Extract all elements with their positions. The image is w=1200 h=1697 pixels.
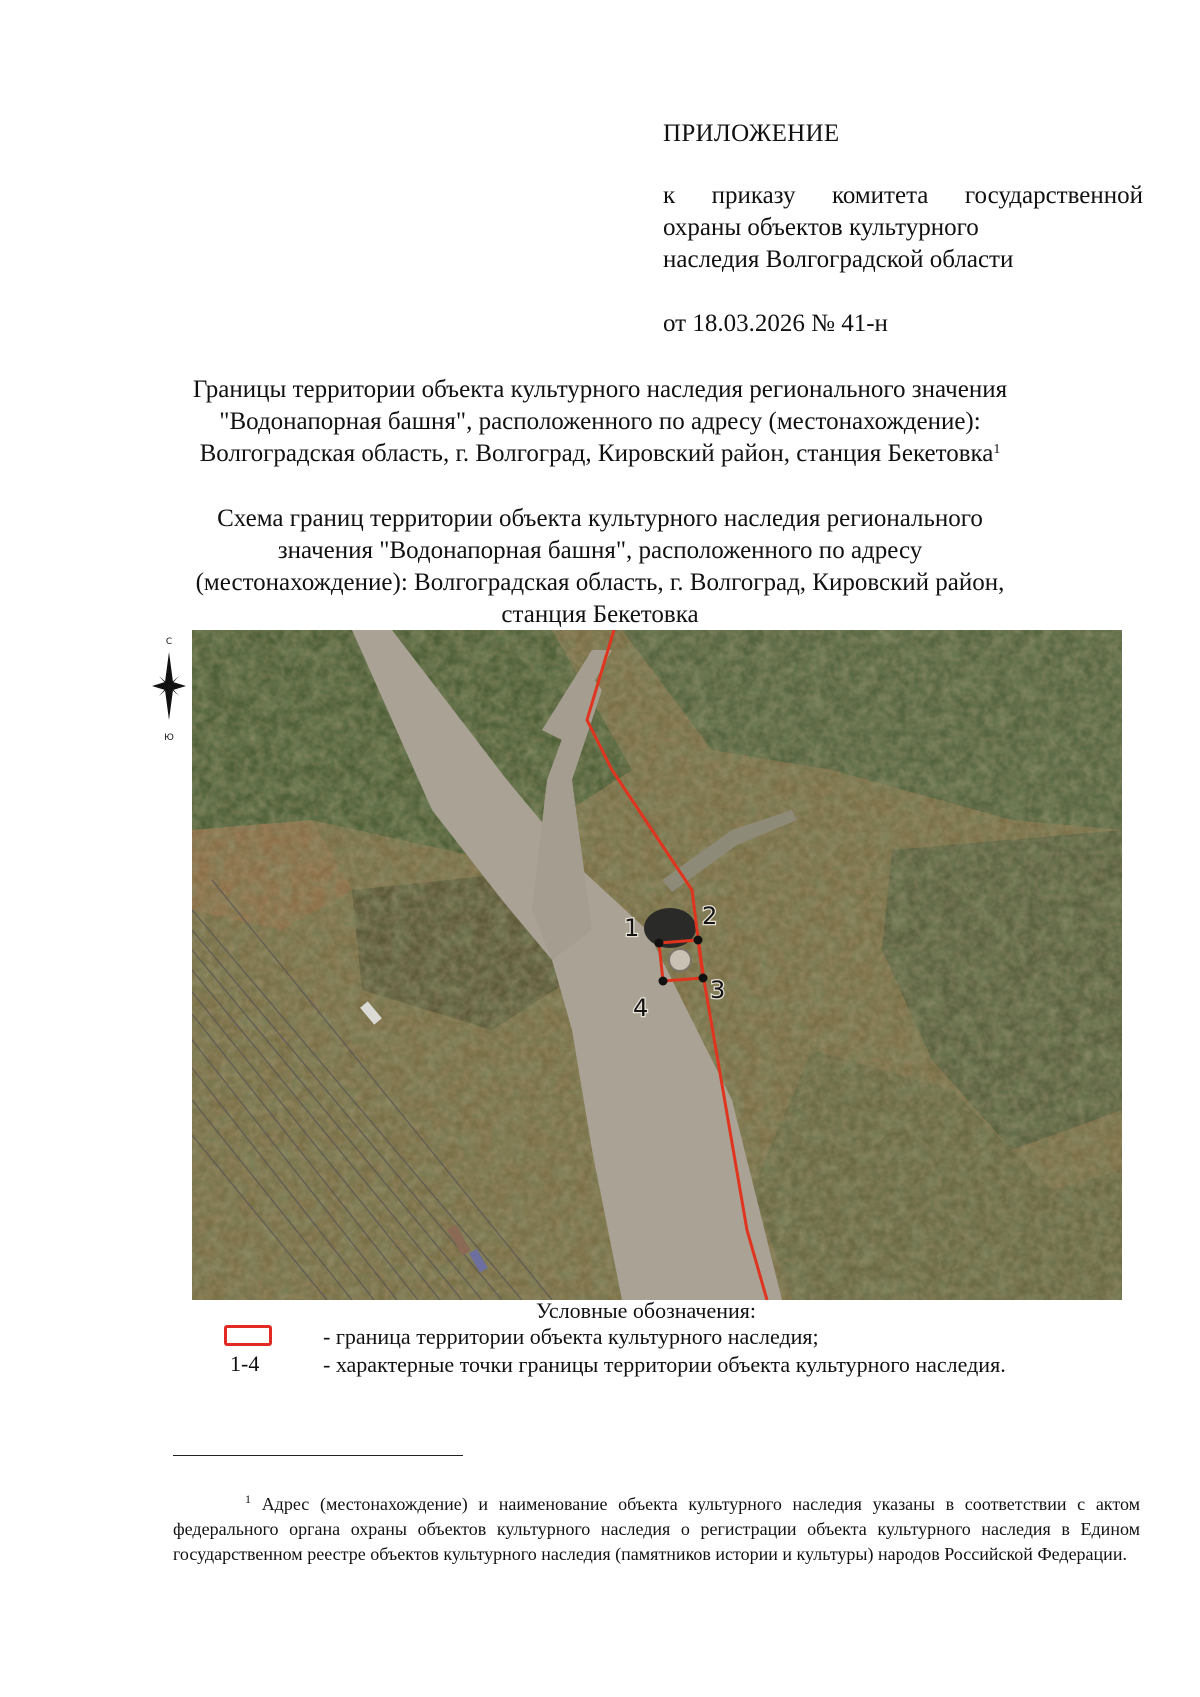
scheme-title (120, 503, 1080, 631)
point-label-3: 3 (710, 976, 726, 1004)
legend-heading: Условные обозначения: (536, 1298, 757, 1323)
title-line-1: Границы территории объекта культурного наследия регионального значения (192, 376, 1008, 403)
scheme-title-line-4: станция Бекетовка (501, 601, 699, 628)
appendix-line-1: к приказу комитета государственной (663, 182, 1143, 209)
legend-points-symbol: 1-4 (230, 1351, 260, 1376)
satellite-map[interactable] (192, 630, 1122, 1300)
boundary-point-4[interactable] (659, 977, 668, 986)
legend-item-boundary: - граница территории объекта культурного наследия; (323, 1324, 819, 1349)
appendix-title: ПРИЛОЖЕНИЕ (663, 120, 840, 147)
scheme-title-line-3: (местонахождение): Волгоградская область, г. Волгоград, Кировский район, (195, 569, 1005, 596)
scheme-title-line-1: Схема границ территории объекта культурного наследия регионального (217, 505, 983, 532)
water-tower-icon (669, 949, 691, 971)
point-label-1: 1 (624, 914, 640, 942)
title-line-2: "Водонапорная башня", расположенного по адресу (местонахождение): (219, 408, 981, 435)
title-line-3 (120, 438, 1080, 470)
boundary-point-1[interactable] (655, 939, 664, 948)
footnote-mark: 1 (245, 1492, 251, 1506)
footnote-divider (173, 1455, 463, 1456)
footnote (173, 1487, 1140, 1567)
footnote-text: Адрес (местонахождение) и наименование объекта культурного наследия указаны в соответствии с актом федерального органа охраны объектов культурного наследия о регистрации объекта культурного наследия в Едином государственном реестре объектов культурного наследия (памятников истории и культуры) народов Российской Федерации. (173, 1494, 1140, 1564)
title-line-3-text: Волгоградская область, г. Волгоград, Кировский район, станция Бекетовка (199, 440, 994, 467)
boundary-point-3[interactable] (699, 974, 708, 983)
appendix-line-3: наследия Волгоградской области (663, 246, 1014, 273)
compass-rose-icon (150, 630, 190, 750)
compass-south-label: Ю (164, 733, 174, 743)
order-date: от 18.03.2026 № 41-н (663, 310, 888, 337)
point-label-2: 2 (702, 902, 718, 930)
legend-item-points: - характерные точки границы территории объекта культурного наследия. (323, 1352, 1006, 1377)
legend-boundary-swatch (224, 1325, 272, 1346)
compass-north-label: С (165, 637, 173, 647)
appendix-line-2: охраны объектов культурного (663, 214, 979, 241)
footnote-reference[interactable]: 1 (993, 442, 1001, 457)
boundary-point-2[interactable] (694, 936, 703, 945)
point-label-4: 4 (633, 994, 649, 1022)
document-title (120, 374, 1080, 470)
scheme-title-line-2: значения "Водонапорная башня", расположенного по адресу (277, 537, 923, 564)
